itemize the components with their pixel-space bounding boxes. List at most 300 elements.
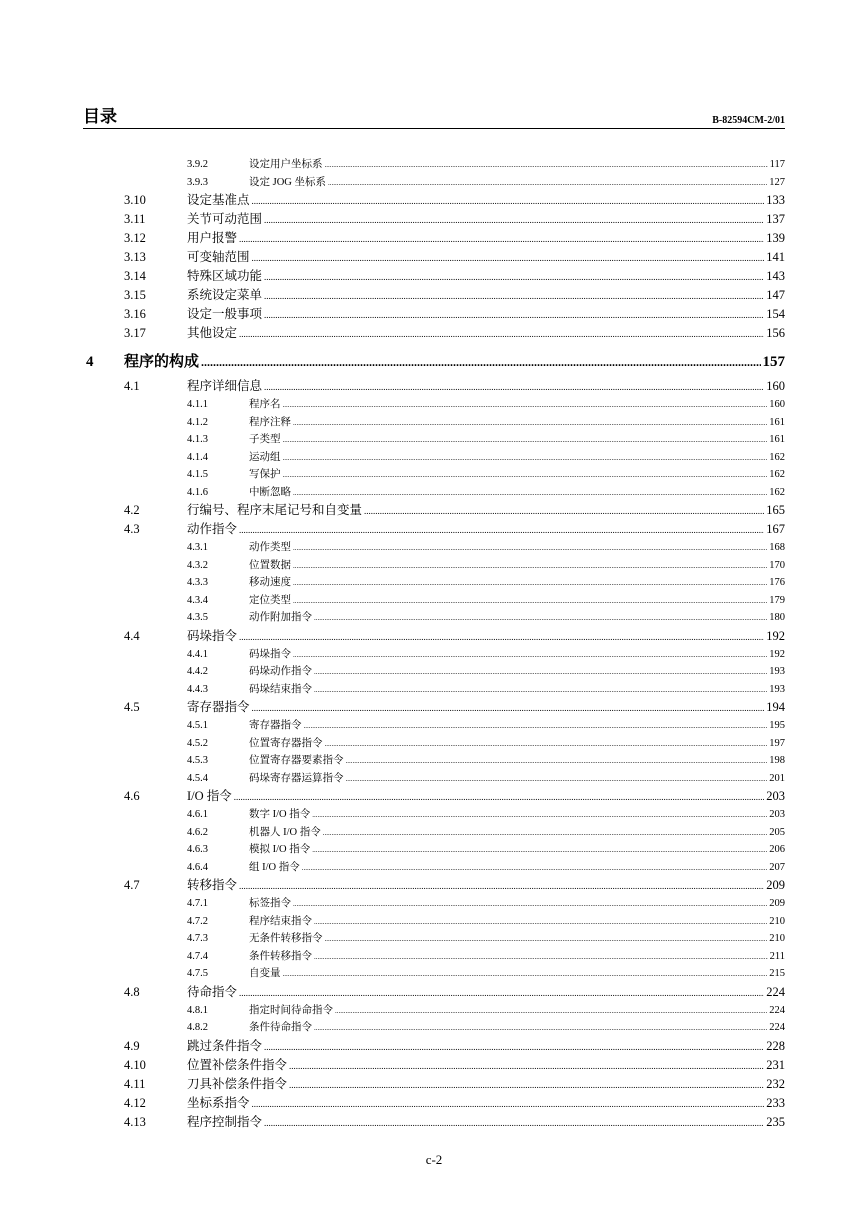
toc-entry-number: 4.3.4 (187, 594, 208, 606)
dot-leader (314, 610, 767, 628)
toc-entry-number: 3.12 (124, 231, 146, 245)
toc-entry-leader (249, 609, 785, 628)
toc-entry-number: 4.6.1 (187, 809, 208, 820)
toc-entry[interactable] (0, 539, 868, 557)
dot-leader (314, 664, 767, 682)
dot-leader (293, 896, 767, 914)
toc-entry-number: 4.7.3 (187, 933, 208, 944)
toc-entry-page: 160 (766, 379, 785, 393)
toc-entry-number: 4.1.4 (187, 451, 208, 463)
toc-entry-page: 161 (769, 416, 785, 428)
toc-entry[interactable] (0, 1075, 868, 1094)
toc-entry[interactable] (0, 414, 868, 432)
toc-entry-leader (249, 735, 785, 754)
toc-entry-page: 176 (769, 577, 785, 588)
toc-entry[interactable] (0, 1002, 868, 1020)
toc-entry[interactable] (0, 174, 868, 192)
toc-entry-page: 147 (766, 288, 785, 302)
toc-entry-page: 160 (769, 399, 785, 410)
toc-entry[interactable] (0, 965, 868, 983)
toc-entry[interactable] (0, 1056, 868, 1075)
dot-leader (293, 485, 767, 503)
toc-entry-page: 203 (769, 809, 785, 820)
toc-entry-number: 4.7.4 (187, 950, 208, 962)
toc-entry-number: 4.1.1 (187, 399, 208, 410)
toc-entry-page: 224 (769, 1004, 785, 1016)
toc-entry-title: 子类型 (249, 434, 281, 445)
toc-entry[interactable] (0, 770, 868, 788)
toc-entry-leader (187, 267, 785, 287)
toc-entry[interactable] (0, 267, 868, 286)
toc-entry-leader (249, 414, 785, 433)
toc-entry[interactable] (0, 787, 868, 806)
toc-entry-page: 211 (769, 950, 785, 962)
toc-entry-leader (187, 1037, 785, 1057)
toc-entry[interactable] (0, 806, 868, 824)
toc-entry-title: 其他设定 (187, 326, 238, 340)
toc-entry-number: 3.13 (124, 250, 146, 264)
toc-entry-page: 162 (769, 486, 785, 498)
toc-entry-title: 移动速度 (249, 577, 291, 588)
toc-entry-number: 3.9.2 (187, 159, 208, 170)
toc-entry-title: 码垛指令 (187, 628, 238, 643)
toc-entry-title: 寄存器指令 (249, 720, 302, 731)
toc-entry-page: 206 (769, 844, 785, 855)
dot-leader (304, 718, 768, 736)
toc-entry-leader (249, 681, 785, 700)
dot-leader (252, 249, 765, 268)
dot-leader (283, 467, 768, 485)
page-title: 目录 (83, 107, 117, 126)
toc-entry-leader (249, 895, 785, 914)
toc-entry-title: 自变量 (249, 968, 281, 979)
toc-entry-title: 动作指令 (187, 522, 238, 536)
toc-entry-title: 程序的构成 (124, 354, 200, 370)
dot-leader (302, 860, 768, 878)
dot-leader (283, 966, 768, 984)
toc-entry-page: 193 (769, 683, 785, 695)
toc-entry[interactable] (0, 983, 868, 1002)
toc-entry-title: 模拟 I/O 指令 (249, 844, 311, 855)
toc-entry-number: 4.5 (124, 700, 140, 714)
toc-entry-page: 180 (769, 612, 785, 623)
dot-leader (264, 211, 764, 230)
toc-entry-leader (249, 913, 785, 932)
toc-entry-title: 可变轴范围 (187, 250, 250, 264)
document-code: B-82594CM-2/01 (712, 115, 785, 126)
dot-leader (264, 1038, 764, 1057)
toc-entry-leader (187, 1094, 785, 1114)
toc-entry[interactable] (0, 286, 868, 305)
dot-leader (239, 521, 764, 540)
toc-entry[interactable] (0, 1037, 868, 1056)
toc-entry[interactable] (0, 191, 868, 210)
toc-entry-leader (249, 948, 785, 967)
toc-entry-number: 4.1.3 (187, 434, 208, 445)
toc-entry-title: 转移指令 (187, 878, 238, 892)
toc-entry-page: 117 (769, 159, 785, 170)
toc-entry[interactable] (0, 210, 868, 229)
dot-leader (325, 931, 768, 949)
dot-leader (264, 268, 764, 287)
toc-entry-page: 209 (766, 878, 785, 892)
toc-entry-title: 无条件转移指令 (249, 933, 323, 944)
toc-entry-title: 码垛寄存器运算指令 (249, 772, 344, 784)
toc-entry[interactable] (0, 466, 868, 484)
toc-entry[interactable] (0, 396, 868, 414)
toc-entry[interactable] (0, 324, 868, 343)
toc-entry-page: 179 (769, 594, 785, 606)
toc-entry-title: 条件转移指令 (249, 950, 312, 962)
dot-leader (252, 699, 765, 718)
toc-entry-leader (187, 983, 785, 1003)
toc-entry-leader (187, 1075, 785, 1095)
dot-leader (293, 415, 767, 433)
dot-leader (325, 157, 768, 175)
toc-entry-number: 3.16 (124, 307, 146, 321)
toc-entry-title: 程序结束指令 (249, 915, 312, 927)
toc-entry[interactable] (0, 681, 868, 699)
dot-leader (293, 575, 767, 593)
toc-entry-leader (249, 539, 785, 558)
toc-entry-title: 设定一般事项 (187, 307, 263, 321)
toc-entry-leader (249, 1019, 785, 1038)
toc-entry-leader (249, 1002, 785, 1021)
dot-leader (264, 378, 764, 397)
toc-entry-page: 195 (769, 720, 785, 731)
toc-entry-leader (187, 210, 785, 230)
toc-entry-number: 4.3.2 (187, 559, 208, 571)
toc-entry-title: 位置补偿条件指令 (187, 1057, 288, 1072)
toc-entry-leader (249, 174, 785, 193)
toc-entry-page: 232 (766, 1076, 785, 1091)
toc-entry-leader (249, 806, 785, 825)
toc-entry[interactable] (0, 609, 868, 627)
toc-entry-page: 203 (766, 789, 785, 803)
toc-entry-page: 233 (766, 1095, 785, 1110)
toc-entry-number: 4.11 (124, 1076, 146, 1091)
toc-entry-number: 4 (86, 354, 94, 370)
toc-entry[interactable] (0, 449, 868, 467)
toc-entry-page: 210 (769, 933, 785, 944)
toc-entry[interactable] (0, 347, 868, 377)
dot-leader (314, 914, 767, 932)
toc-entry-title: 码垛指令 (249, 648, 291, 660)
toc-entry-page: 137 (766, 212, 785, 226)
toc-entry-number: 4.3.3 (187, 577, 208, 588)
toc-entry-title: 组 I/O 指令 (249, 861, 300, 873)
toc-entry[interactable] (0, 377, 868, 396)
toc-entry-title: 跳过条件指令 (187, 1038, 263, 1053)
toc-entry-page: 207 (769, 861, 785, 873)
toc-entry-title: 写保护 (249, 469, 281, 480)
toc-entry-page: 139 (766, 231, 785, 245)
toc-entry-title: 程序名 (249, 399, 281, 410)
toc-entry[interactable] (0, 948, 868, 966)
toc-entry-title: 位置寄存器指令 (249, 737, 323, 749)
toc-entry-title: 寄存器指令 (187, 700, 250, 714)
toc-entry-title: 程序详细信息 (187, 379, 263, 393)
toc-entry[interactable] (0, 841, 868, 859)
dot-leader (239, 230, 764, 249)
dot-leader (312, 842, 767, 860)
toc-entry-leader (249, 752, 785, 771)
toc-entry-page: 193 (769, 666, 785, 677)
toc-entry[interactable] (0, 305, 868, 324)
toc-entry-leader (249, 841, 785, 860)
toc-entry[interactable] (0, 698, 868, 717)
toc-entry-title: 刀具补偿条件指令 (187, 1076, 288, 1091)
toc-entry[interactable] (0, 501, 868, 520)
toc-entry-page: 231 (766, 1057, 785, 1072)
toc-entry-page: 215 (769, 968, 785, 979)
toc-entry-title: 系统设定菜单 (187, 288, 263, 302)
dot-leader (328, 175, 767, 193)
toc-entry[interactable] (0, 735, 868, 753)
toc-entry-leader (249, 156, 785, 175)
toc-entry-leader (187, 520, 785, 540)
toc-entry-page: 198 (769, 755, 785, 766)
toc-entry-title: 动作类型 (249, 542, 291, 553)
dot-leader (289, 1076, 764, 1095)
toc-entry-leader (249, 824, 785, 843)
toc-entry-leader (187, 876, 785, 896)
toc-entry-number: 4.6 (124, 789, 140, 803)
dot-leader (201, 347, 760, 377)
toc-entry-leader (187, 229, 785, 249)
toc-entry[interactable] (0, 1113, 868, 1132)
toc-entry-number: 4.12 (124, 1095, 146, 1110)
toc-entry[interactable] (0, 876, 868, 895)
toc-entry-number: 3.15 (124, 288, 146, 302)
toc-entry-title: 设定基准点 (187, 193, 250, 207)
toc-entry-page: 165 (766, 503, 785, 517)
dot-leader (234, 788, 764, 807)
toc-entry-leader (249, 646, 785, 665)
toc-entry-number: 4.10 (124, 1057, 146, 1072)
toc-entry-number: 4.6.2 (187, 826, 208, 838)
toc-entry-number: 4.7.5 (187, 968, 208, 979)
toc-entry-number: 4.7.2 (187, 915, 208, 927)
toc-entry-leader (249, 592, 785, 611)
toc-entry-number: 4.4.3 (187, 683, 208, 695)
toc-entry[interactable] (0, 592, 868, 610)
page-number: c-2 (425, 1152, 443, 1167)
toc-entry-leader (249, 396, 785, 415)
toc-entry[interactable] (0, 895, 868, 913)
toc-entry-title: I/O 指令 (187, 789, 232, 803)
toc-entry-leader (249, 859, 785, 878)
toc-entry-title: 数字 I/O 指令 (249, 809, 311, 820)
toc-entry[interactable] (0, 646, 868, 664)
toc-entry-leader (187, 1113, 785, 1133)
toc-entry-page: 168 (769, 542, 785, 553)
dot-leader (293, 558, 767, 576)
toc-entry-title: 运动组 (249, 451, 281, 463)
toc-entry-number: 4.6.3 (187, 844, 208, 855)
dot-leader (264, 287, 764, 306)
dot-leader (283, 450, 768, 468)
toc-entry-leader (187, 1056, 785, 1076)
dot-leader (314, 1020, 767, 1038)
toc-entry-number: 3.10 (124, 193, 146, 207)
toc-entry-leader (249, 930, 785, 949)
toc-entry-leader (249, 965, 785, 984)
toc-entry-page: 192 (769, 648, 785, 660)
toc-entry-page: 210 (769, 915, 785, 927)
toc-entry-number: 4.8.2 (187, 1022, 208, 1033)
toc-entry-title: 动作附加指令 (249, 612, 312, 623)
toc-entry-title: 位置数据 (249, 559, 291, 571)
toc-entry-page: 161 (769, 434, 785, 445)
toc-entry[interactable] (0, 1019, 868, 1037)
toc-entry-number: 4.1.5 (187, 469, 208, 480)
toc-entry-number: 4.5.2 (187, 737, 208, 749)
toc-entry[interactable] (0, 859, 868, 877)
toc-entry-title: 设定 JOG 坐标系 (249, 176, 327, 188)
dot-leader (264, 1114, 764, 1133)
toc-entry-leader (249, 466, 785, 485)
toc-entry-title: 特殊区域功能 (187, 269, 263, 283)
dot-leader (239, 628, 764, 647)
toc-entry-leader (249, 663, 785, 682)
toc-entry-number: 4.4.2 (187, 666, 208, 677)
toc-entry-title: 位置寄存器要素指令 (249, 755, 344, 766)
toc-entry-page: 162 (769, 469, 785, 480)
toc-entry-leader (124, 347, 785, 377)
toc-entry-number: 4.7 (124, 878, 140, 892)
toc-entry-page: 141 (766, 250, 785, 264)
toc-entry-page: 192 (766, 628, 785, 643)
toc-entry-page: 209 (769, 898, 785, 909)
toc-entry[interactable] (0, 627, 868, 646)
toc-entry-leader (249, 557, 785, 576)
toc-entry-number: 3.14 (124, 269, 146, 283)
dot-leader (314, 682, 767, 700)
toc-entry-number: 4.7.1 (187, 898, 208, 909)
dot-leader (346, 771, 768, 789)
toc-entry-title: 标签指令 (249, 898, 291, 909)
dot-leader (264, 306, 764, 325)
toc-entry-page: 205 (769, 826, 785, 838)
toc-entry-number: 4.5.4 (187, 772, 208, 784)
table-of-contents (0, 156, 868, 1132)
toc-entry-number: 4.5.3 (187, 755, 208, 766)
dot-leader (312, 807, 767, 825)
toc-entry[interactable] (0, 752, 868, 770)
toc-entry-leader (187, 248, 785, 268)
toc-entry-page: 156 (766, 326, 785, 340)
toc-entry-title: 指定时间待命指令 (249, 1004, 333, 1016)
toc-entry[interactable] (0, 1094, 868, 1113)
toc-entry[interactable] (0, 717, 868, 735)
dot-leader (239, 325, 764, 344)
toc-entry-leader (187, 324, 785, 344)
dot-leader (293, 540, 767, 558)
dot-leader (293, 593, 767, 611)
toc-entry[interactable] (0, 431, 868, 449)
toc-entry-title: 机器人 I/O 指令 (249, 826, 321, 838)
toc-entry-title: 码垛动作指令 (249, 666, 312, 677)
toc-entry-title: 程序控制指令 (187, 1114, 263, 1129)
toc-entry[interactable] (0, 574, 868, 592)
toc-entry[interactable] (0, 663, 868, 681)
toc-entry-title: 程序注释 (249, 416, 291, 428)
toc-entry-page: 224 (769, 1022, 785, 1033)
toc-entry-title: 条件待命指令 (249, 1022, 312, 1033)
toc-entry[interactable] (0, 484, 868, 502)
toc-entry-number: 4.2 (124, 503, 140, 517)
dot-leader (252, 192, 765, 211)
toc-entry[interactable] (0, 824, 868, 842)
dot-leader (289, 1057, 764, 1076)
dot-leader (314, 949, 768, 967)
toc-entry-number: 4.3.5 (187, 612, 208, 623)
toc-entry-page: 162 (769, 451, 785, 463)
toc-entry-number: 3.9.3 (187, 176, 208, 188)
toc-entry-leader (187, 377, 785, 397)
toc-entry[interactable] (0, 913, 868, 931)
toc-entry-leader (249, 431, 785, 450)
toc-entry-leader (187, 191, 785, 211)
toc-entry-page: 224 (766, 984, 785, 999)
toc-entry-page: 127 (769, 176, 785, 188)
toc-entry-title: 设定用户坐标系 (249, 159, 323, 170)
toc-entry-page: 154 (766, 307, 785, 321)
toc-entry-number: 4.4 (124, 628, 140, 643)
toc-entry[interactable] (0, 930, 868, 948)
toc-entry-title: 坐标系指令 (187, 1095, 250, 1110)
toc-entry-page: 167 (766, 522, 785, 536)
toc-entry[interactable] (0, 557, 868, 575)
toc-entry-leader (187, 305, 785, 325)
toc-entry-number: 4.1.2 (187, 416, 208, 428)
toc-entry-leader (249, 717, 785, 736)
toc-entry-page: 197 (769, 737, 785, 749)
toc-entry-title: 行编号、程序末尾记号和自变量 (187, 503, 363, 517)
toc-entry-leader (249, 449, 785, 468)
dot-leader (364, 502, 764, 521)
dot-leader (239, 877, 764, 896)
toc-entry-title: 用户报警 (187, 231, 238, 245)
toc-entry[interactable] (0, 248, 868, 267)
toc-entry-leader (249, 484, 785, 503)
toc-entry-page: 194 (766, 700, 785, 714)
toc-entry-page: 157 (762, 354, 785, 370)
dot-leader (346, 753, 768, 771)
toc-entry-leader (187, 286, 785, 306)
toc-entry-number: 4.8.1 (187, 1004, 208, 1016)
dot-leader (239, 984, 764, 1003)
toc-entry[interactable] (0, 156, 868, 174)
toc-entry-page: 228 (766, 1038, 785, 1053)
toc-entry-title: 待命指令 (187, 984, 238, 999)
toc-entry[interactable] (0, 229, 868, 248)
toc-entry-leader (187, 627, 785, 647)
toc-entry-leader (249, 770, 785, 789)
toc-entry-number: 4.9 (124, 1038, 140, 1053)
toc-entry-number: 4.3 (124, 522, 140, 536)
toc-entry-number: 3.17 (124, 326, 146, 340)
toc-entry-page: 133 (766, 193, 785, 207)
toc-entry-number: 4.1 (124, 379, 140, 393)
toc-entry-leader (187, 787, 785, 807)
toc-entry[interactable] (0, 520, 868, 539)
toc-entry-title: 码垛结束指令 (249, 683, 312, 695)
toc-entry-leader (187, 698, 785, 718)
toc-entry-title: 定位类型 (249, 594, 291, 606)
toc-entry-number: 4.5.1 (187, 720, 208, 731)
